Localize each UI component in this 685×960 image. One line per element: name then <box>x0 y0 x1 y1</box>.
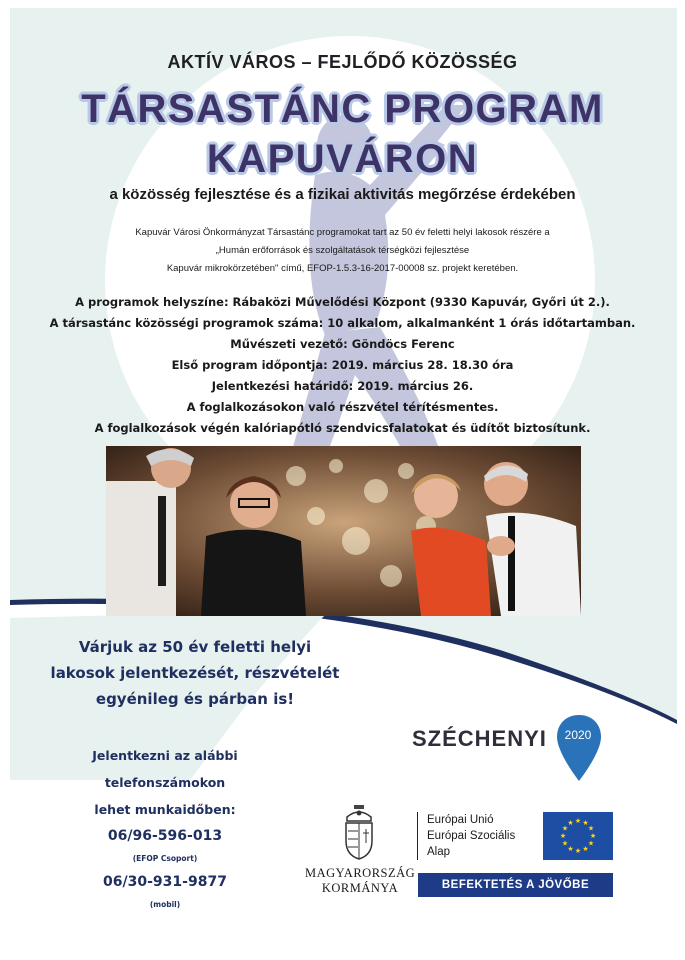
hungarian-coat-of-arms-icon <box>341 803 377 861</box>
contact-line: lehet munkaidőben: <box>94 802 236 817</box>
invite-line: Várjuk az 50 év feletti helyi <box>78 638 312 656</box>
phone-number-2[interactable]: 06/30-931-9877 <box>103 874 227 890</box>
page-title-line2: KAPUVÁRON <box>206 137 479 181</box>
eu-line: Európai Szociális <box>427 830 516 842</box>
phone-2-note: (mobil) <box>149 900 181 909</box>
eu-star-icon: ★ <box>587 839 595 848</box>
detail-director: Művészeti vezető: Göndöcs Ferenc <box>230 337 455 351</box>
intro-line: Kapuvár Városi Önkormányzat Társastánc programokat tart az 50 év feletti helyi lakosok részére a <box>135 227 550 238</box>
eu-star-icon: ★ <box>582 819 589 827</box>
subtitle: AKTÍV VÁROS – FEJLŐDŐ KÖZÖSSÉG <box>167 52 518 72</box>
eu-logo-text <box>417 812 537 860</box>
invite-line: egyénileg és párban is! <box>95 690 295 708</box>
program-details <box>0 292 685 439</box>
page-title-line1: TÁRSASTÁNC PROGRAM <box>81 87 604 131</box>
szechenyi-year: 2020 <box>564 728 592 742</box>
szechenyi-logo-text: SZÉCHENYI <box>412 726 547 751</box>
invite-line: lakosok jelentkezését, részvételét <box>50 664 340 682</box>
eu-star-icon: ★ <box>582 845 589 853</box>
eu-star-icon: ★ <box>567 845 574 853</box>
dancing-couples-photo <box>106 446 581 616</box>
eu-star-icon: ★ <box>587 824 595 833</box>
contact-line: Jelentkezni az alábbi <box>92 748 238 763</box>
eu-star-icon: ★ <box>559 832 567 840</box>
government-logo-text <box>305 866 415 896</box>
intro-line: „Humán erőforrások és szolgáltatások térségközi fejlesztése <box>215 245 470 256</box>
detail-refreshments: A foglalkozások végén kalóriapótló szendvicsfalatokat és üdítőt biztosítunk. <box>94 421 591 435</box>
phone-1-note: (EFOP Csoport) <box>132 854 198 863</box>
eu-star-icon: ★ <box>561 824 569 833</box>
eu-star-icon: ★ <box>574 847 582 855</box>
eu-flag-icon <box>543 812 613 860</box>
detail-free: A foglalkozásokon való részvétel térítésmentes. <box>186 400 499 414</box>
detail-first-date: Első program időpontja: 2019. március 28. 18.30 óra <box>171 358 514 372</box>
eu-star-icon: ★ <box>574 817 582 825</box>
eu-line: Európai Unió <box>427 814 494 826</box>
eu-line: Alap <box>427 846 451 858</box>
gov-line: KORMÁNYA <box>321 881 399 895</box>
detail-count: A társastánc közösségi programok száma: 10 alkalom, alkalmanként 1 órás időtartamban. <box>49 316 636 330</box>
contact-block <box>40 742 290 915</box>
gov-line: MAGYARORSZÁG <box>305 866 416 880</box>
contact-line: telefonszámokon <box>104 775 226 790</box>
tagline: a közösség fejlesztése és a fizikai aktivitás megőrzése érdekében <box>109 186 576 203</box>
eu-star-icon: ★ <box>567 819 574 827</box>
detail-deadline: Jelentkezési határidő: 2019. március 26. <box>211 379 474 393</box>
eu-star-icon: ★ <box>589 832 597 840</box>
invitation-text <box>30 634 360 712</box>
intro-paragraph <box>100 224 585 278</box>
eu-banner: BEFEKTETÉS A JÖVŐBE <box>418 873 613 897</box>
intro-line: Kapuvár mikrokörzetében" című, EFOP-1.5.3-16-2017-00008 sz. projekt keretében. <box>166 263 519 274</box>
detail-location: A programok helyszíne: Rábaközi Művelődési Központ (9330 Kapuvár, Győri út 2.). <box>75 295 610 309</box>
location-pin-icon <box>555 713 603 783</box>
eu-star-icon: ★ <box>561 839 569 848</box>
phone-number-1[interactable]: 06/96-596-013 <box>107 828 223 844</box>
